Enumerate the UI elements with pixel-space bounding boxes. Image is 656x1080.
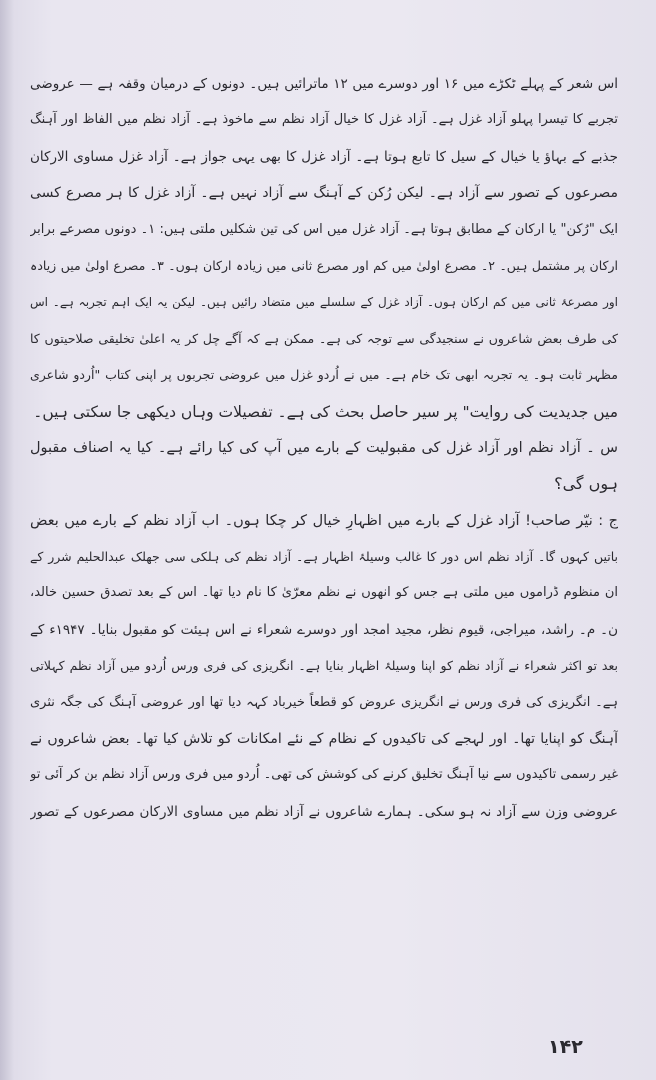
text-line: باتیں کہوں گا۔ آزاد نظم اس دور کا غالب وسیلۂ اظہار ہے۔ آزاد نظم کی ہلکی سی جھلک عبدالحلیم شرر کے (30, 549, 618, 565)
text-line: کی طرف بعض شاعروں نے سنجیدگی سے توجہ کی ہے۔ ممکن ہے کہ آگے چل کر یہ اعلیٰ تخلیقی صلاحیتوں کا (30, 330, 618, 346)
text-line: مصرعوں کے تصور سے آزاد ہے۔ لیکن رُکن کے آہنگ سے آزاد نہیں ہے۔ آزاد غزل کا ہر مصرع کسی (30, 185, 618, 202)
text-line: س ۔ آزاد نظم اور آزاد غزل کی مقبولیت کے بارے میں آپ کی کیا رائے ہے۔ کیا یہ اصناف مقبول (30, 439, 618, 456)
text-line: ہوں گی؟ (554, 474, 618, 494)
text-line: ایک "رُکن" یا ارکان کے مطابق ہوتا ہے۔ آزاد غزل میں اس کی تین شکلیں ملتی ہیں: ۱۔ دونوں مصرعے برابر (30, 221, 618, 237)
body-text (30, 66, 618, 830)
text-line: ج : نیّر صاحب! آزاد غزل کے بارے میں اظہارِ خیال کر چکا ہوں۔ اب آزاد نظم کے بارے میں بعض (30, 512, 618, 529)
text-line: اور مصرعۂ ثانی میں کم ارکان ہوں۔ آزاد غزل کے سلسلے میں متضاد رائیں ہیں۔ لیکن یہ ایک اہم تجربہ ہے۔ اس (30, 295, 618, 310)
text-line: غیر رسمی تاکیدوں سے نیا آہنگ تخلیق کرنے کی کوشش کی تھی۔ اُردو میں فری ورس آزاد نظم بن کر آئی تو (30, 767, 618, 783)
page-spine-shadow (0, 0, 14, 1080)
text-line: آہنگ کو اپنایا تھا۔ اور لہجے کی تاکیدوں کے نظام کے نئے امکانات کو تلاش کیا تھا۔ بعض شاعروں نے (30, 731, 618, 748)
text-line: اس شعر کے پہلے ٹکڑے میں ۱۶ اور دوسرے میں ۱۲ ماترائیں ہیں۔ دونوں کے درمیان وقفہ ہے — عروضی (30, 76, 618, 92)
text-line: بعد تو اکثر شعراء نے آزاد نظم کو اپنا وسیلۂ اظہار بنایا ہے۔ انگریزی کی فری ورس اُردو میں آزاد نظم کہلاتی (30, 658, 618, 674)
text-line: ہے۔ انگریزی کی فری ورس نے انگریزی عروض کو قطعاً خیرباد کہہ دیا تھا اور عروضی آہنگ کی جگہ نثری (30, 694, 618, 710)
text-line: عروضی وزن سے آزاد نہ ہو سکی۔ ہمارے شاعروں نے آزاد نظم میں مساوی الارکان مصرعوں کے تصور (30, 803, 618, 820)
text-line: میں جدیدیت کی روایت" پر سیر حاصل بحث کی ہے۔ تفصیلات وہاں دیکھی جا سکتی ہیں۔ (33, 402, 618, 421)
text-line: مظہر ثابت ہو۔ یہ تجربہ ابھی تک خام ہے۔ میں نے اُردو غزل میں عروضی تجربوں پر اپنی کتاب "اُردو شاعری (30, 367, 618, 383)
text-line: ارکان پر مشتمل ہیں۔ ۲۔ مصرع اولیٰ میں کم اور مصرع ثانی میں زیادہ ارکان ہوں۔ ۳۔ مصرع اولیٰ میں زیادہ (30, 257, 618, 273)
text-line: ان منظوم ڈراموں میں ملتی ہے جس کو انھوں نے نظم معرّیٰ کا نام دیا تھا۔ اس کے بعد تصدق حسین خالد، (30, 585, 618, 601)
text-line: تجربے کا تیسرا پہلو آزاد غزل ہے۔ آزاد غزل کا خیال آزاد نظم سے ماخوذ ہے۔ آزاد نظم میں الفاظ اور آہنگ (30, 112, 618, 128)
text-line: ن۔ م۔ راشد، میراجی، قیوم نظر، مجید امجد اور دوسرے شعراء نے اس ہیئت کو مقبول بنایا۔ ۱۹۴۷ء کے (30, 621, 618, 638)
page-number: ۱۴۲ (548, 1036, 583, 1058)
text-line: جذبے کے بہاؤ یا خیال کے سیل کا تابع ہوتا ہے۔ آزاد غزل کا بھی یہی جواز ہے۔ آزاد غزل مساوی الارکان (30, 148, 618, 165)
